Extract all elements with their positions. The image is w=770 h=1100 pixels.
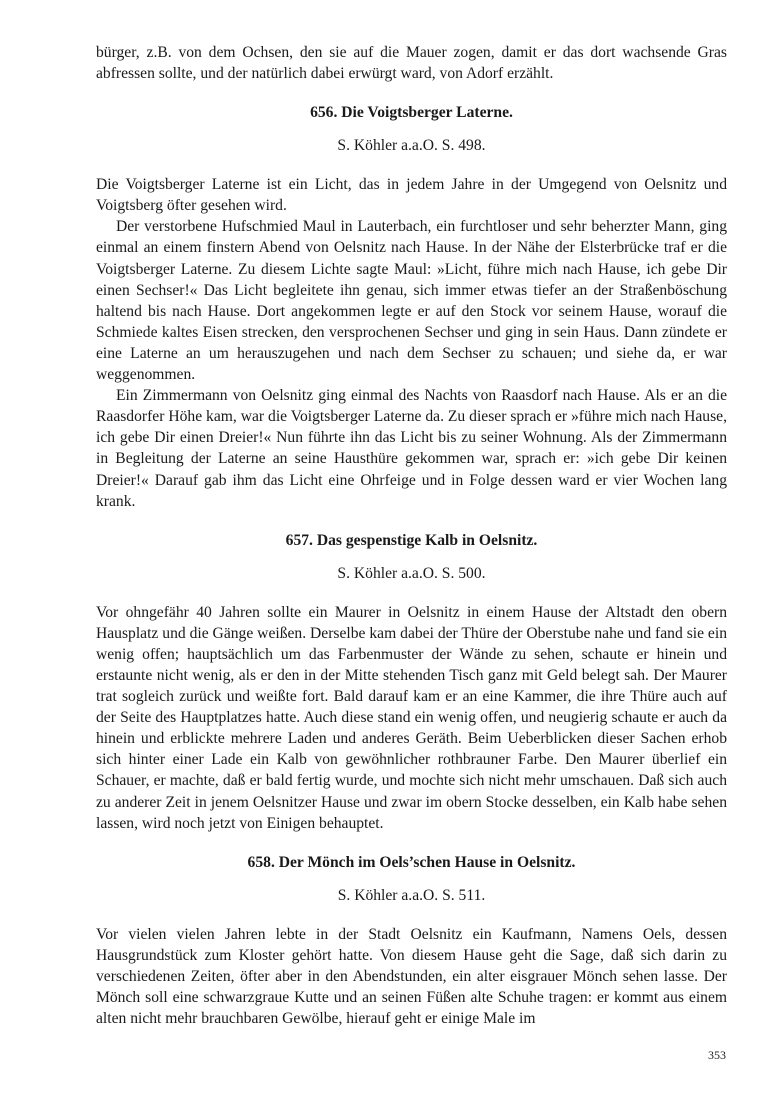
page-body	[96, 42, 727, 1029]
section-658-paragraph-1: Vor vielen vielen Jahren lebte in der Stadt Oelsnitz ein Kaufmann, Namens Oels, dessen Hausgrundstück zum Kloster gehört hatte. Von diesem Hause geht die Sage, daß sich darin zu verschiedenen Zeiten, öfter aber in den Abendstunden, ein alter eisgrauer Mönch sehen lasse. Der Mönch soll eine schwarzgraue Kutte und an seinen Füßen alte Schuhe tragen: er kommt aus einem alten nicht mehr brauchbaren Gewölbe, hierauf geht er einige Male im	[96, 925, 727, 1028]
section-source-658: S. Köhler a.a.O. S. 511.	[337, 886, 486, 904]
intro-paragraph: bürger, z.B. von dem Ochsen, den sie auf die Mauer zogen, damit er das dort wachsende Gras abfressen sollte, und der natürlich dabei erwürgt ward, von Adorf erzählt.	[96, 44, 727, 83]
section-source-656: S. Köhler a.a.O. S. 498.	[337, 137, 486, 155]
section-title-657: 657. Das gespenstige Kalb in Oelsnitz.	[285, 531, 538, 549]
page-number: 353	[708, 1048, 726, 1062]
section-title-656: 656. Die Voigtsberger Laterne.	[310, 104, 513, 122]
section-656-paragraph-2: Der verstorbene Hufschmied Maul in Lauterbach, ein furchtloser und sehr beherzter Mann, ging einmal an einem finstern Abend von Oelsnitz nach Hause. In der Nähe der Elsterbrücke traf er die Voigtsberger Laterne. Zu diesem Lichte sagte Maul: »Licht, führe mich nach Hause, ich gebe Dir einen Sechser!« Das Licht begleitete ihn genau, sich immer etwas tiefer an der Straßenböschung haltend bis nach Hause. Dort angekommen legte er auf den Stock vor seinem Hause, worauf die Schmiede kaltes Eisen strecken, den versprochenen Sechser und ging in sein Haus. Dann zündete er eine Laterne an um herauszugehen und nach dem Sechser zu schauen; und siehe da, er war weggenommen.	[96, 218, 727, 384]
section-title-658: 658. Der Mönch im Oels’schen Hause in Oelsnitz.	[247, 853, 576, 871]
section-657-paragraph-1: Vor ohngefähr 40 Jahren sollte ein Maurer in Oelsnitz in einem Hause der Altstadt den obern Hausplatz und die Gänge weißen. Derselbe kam dabei der Thüre der Oberstube nahe und fand sie ein wenig offen; hauptsächlich um das Farbenmuster der Wände zu sehen, schaute er hinein und erstaunte nicht wenig, als er den in der Mitte stehenden Tisch ganz mit Geld belegt sah. Der Maurer trat sogleich zurück und weißte fort. Bald darauf kam er an eine Kammer, die ihre Thüre auch auf der Seite des Hauptplatzes hatte. Auch diese stand ein wenig offen, und neugierig schaute er auch da hinein und erblickte mehrere Laden und anderes Geräth. Beim Ueberblicken dieser Sachen erhob sich hinter einer Lade ein Kalb von gewöhnlicher rothbrauner Farbe. Den Maurer überlief ein Schauer, er machte, daß er bald fertig wurde, und mochte sich nicht mehr umschauen. Daß sich auch zu anderer Zeit in jenem Oelsnitzer Hause und zwar im obern Stocke desselben, ein Kalb habe sehen lassen, wird noch jetzt von Einigen behauptet.	[96, 603, 727, 832]
section-source-657: S. Köhler a.a.O. S. 500.	[337, 564, 486, 582]
section-656-paragraph-1: Die Voigtsberger Laterne ist ein Licht, das in jedem Jahre in der Umgegend von Oelsnitz und Voigtsberg öfter gesehen wird.	[96, 176, 727, 215]
section-656-paragraph-3: Ein Zimmermann von Oelsnitz ging einmal des Nachts von Raasdorf nach Hause. Als er an die Raasdorfer Höhe kam, war die Voigtsberger Laterne da. Zu dieser sprach er »führe mich nach Hause, ich gebe Dir einen Dreier!« Nun führte ihn das Licht bis zu seiner Wohnung. Als der Zimmermann in Begleitung der Laterne an seine Hausthüre gekommen war, sprach er: »ich gebe Dir keinen Dreier!« Darauf gab ihm das Licht eine Ohrfeige und in Folge dessen ward er vier Wochen lang krank.	[96, 387, 727, 510]
